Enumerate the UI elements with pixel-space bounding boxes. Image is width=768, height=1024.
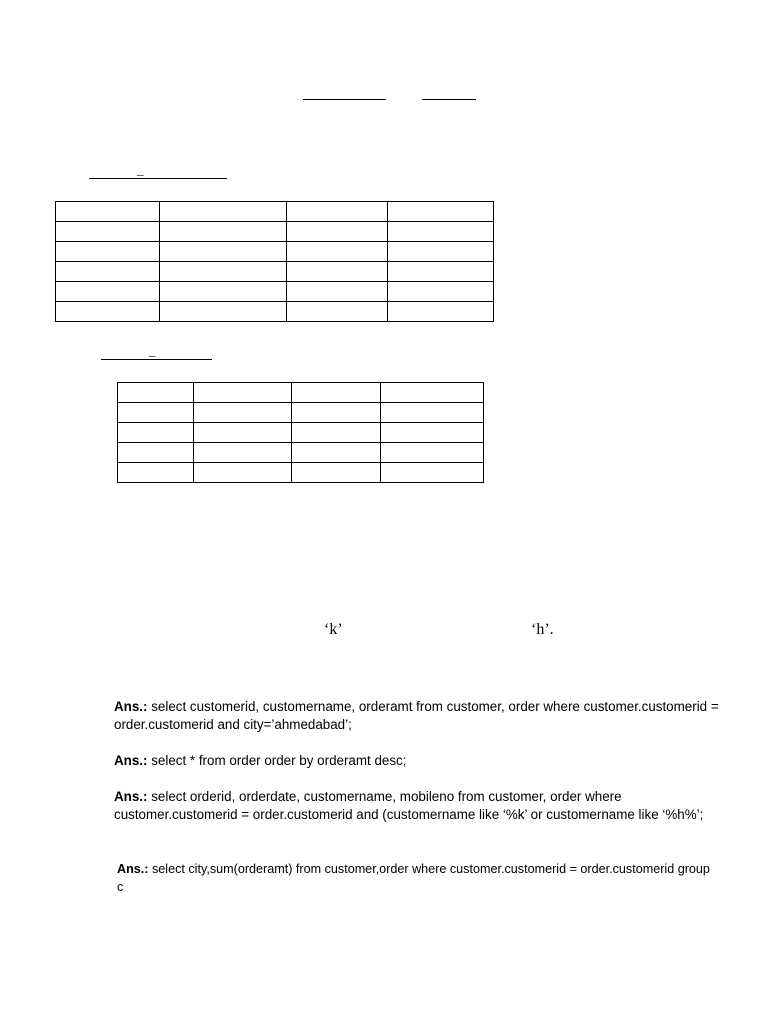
table-cell — [118, 383, 194, 403]
table-cell — [388, 242, 494, 262]
table-cell — [118, 463, 194, 483]
answer-2 — [114, 752, 724, 770]
answer-3 — [114, 788, 724, 824]
table-cell — [56, 262, 160, 282]
table-cell — [118, 403, 194, 423]
table-cell — [160, 282, 287, 302]
table-cell — [292, 423, 381, 443]
table-cell — [292, 403, 381, 423]
table-cell — [381, 463, 484, 483]
table-cell — [160, 202, 287, 222]
heading-2-underline — [101, 359, 212, 360]
answer-text: select customerid, customername, orderamt from customer, order where customer.customerid = order.customerid and city=’ahmedabad’; — [114, 699, 719, 732]
table-cell — [194, 383, 292, 403]
table-cell — [56, 222, 160, 242]
table-cell — [388, 222, 494, 242]
table-cell — [292, 463, 381, 483]
answer-text: select city,sum(orderamt) from customer,order where customer.customerid = order.customerid group c — [117, 862, 710, 894]
quote-k: ‘k’ — [324, 621, 343, 638]
answer-label: Ans.: — [114, 789, 148, 804]
title-underline-right — [422, 99, 476, 100]
table-cell — [287, 302, 388, 322]
quote-h: ‘h’. — [531, 621, 554, 638]
table-cell — [287, 222, 388, 242]
table-cell — [388, 302, 494, 322]
table-row — [56, 282, 494, 302]
table-row — [56, 302, 494, 322]
answer-label: Ans.: — [114, 699, 148, 714]
heading-1-underscore: _ — [137, 162, 144, 177]
answer-label: Ans.: — [114, 753, 148, 768]
table-cell — [56, 282, 160, 302]
table-cell — [388, 202, 494, 222]
answer-label: Ans.: — [117, 862, 149, 876]
table-cell — [118, 443, 194, 463]
table-cell — [194, 463, 292, 483]
table-cell — [287, 282, 388, 302]
table-cell — [160, 302, 287, 322]
table-cell — [287, 242, 388, 262]
table-cell — [381, 423, 484, 443]
table-cell — [381, 383, 484, 403]
order-table — [117, 382, 484, 483]
answer-4 — [117, 860, 717, 896]
heading-1-underline — [89, 178, 227, 179]
customer-table — [55, 201, 494, 322]
table-cell — [160, 222, 287, 242]
table-row — [118, 463, 484, 483]
table-cell — [160, 242, 287, 262]
table-cell — [118, 423, 194, 443]
answer-text: select orderid, orderdate, customername, mobileno from customer, order where customer.customerid = order.customerid and (customername like ‘%k’ or customername like ‘%h%’; — [114, 789, 704, 822]
table-row — [118, 403, 484, 423]
table-cell — [194, 443, 292, 463]
table-row — [56, 222, 494, 242]
table-cell — [381, 403, 484, 423]
answer-1 — [114, 698, 724, 734]
table-row — [56, 202, 494, 222]
table-cell — [388, 282, 494, 302]
heading-2-underscore: _ — [149, 343, 156, 358]
table-row — [56, 242, 494, 262]
title-underline-left — [303, 99, 386, 100]
table-cell — [56, 302, 160, 322]
table-cell — [194, 423, 292, 443]
table-cell — [292, 383, 381, 403]
table-cell — [56, 202, 160, 222]
answer-text: select * from order order by orderamt desc; — [147, 753, 407, 768]
table-row — [118, 423, 484, 443]
table-cell — [292, 443, 381, 463]
table-cell — [287, 262, 388, 282]
table-cell — [388, 262, 494, 282]
table-cell — [194, 403, 292, 423]
table-row — [118, 443, 484, 463]
table-row — [118, 383, 484, 403]
table-cell — [160, 262, 287, 282]
table-cell — [381, 443, 484, 463]
table-cell — [56, 242, 160, 262]
table-row — [56, 262, 494, 282]
table-cell — [287, 202, 388, 222]
